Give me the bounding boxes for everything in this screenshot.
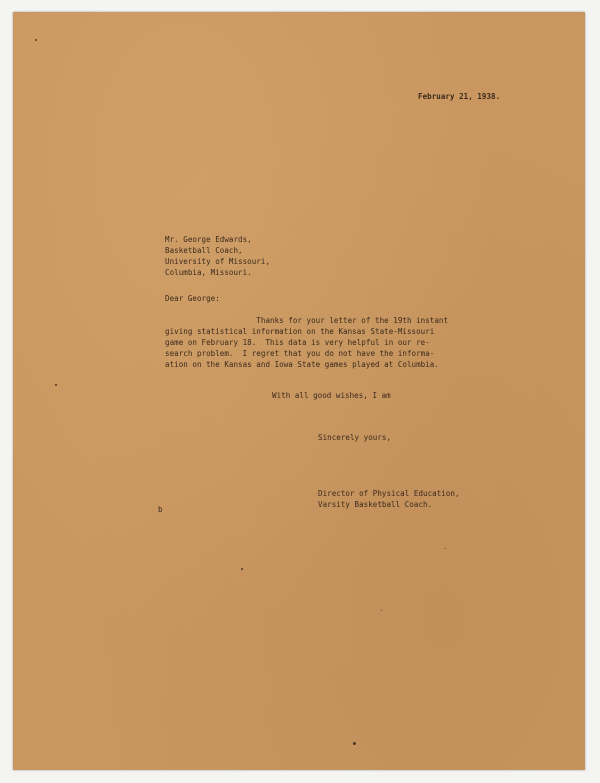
body-line: ation on the Kansas and Iowa State games played at Columbia. [165,360,439,369]
typist-initials: b [158,505,163,514]
paper-speck [55,384,57,386]
paper-speck [241,568,243,570]
paper-speck [35,39,37,41]
complimentary-close: Sincerely yours, [318,433,392,442]
letter-sheet [13,12,585,770]
body-line: game on February 18. This data is very helpful in our re- [165,338,430,347]
body-line: giving statistical information on the Kansas State-Missouri [165,327,435,336]
signature-line: Varsity Basketball Coach. [318,500,433,509]
body-line: Thanks for your letter of the 19th instant [165,316,449,325]
recipient-line: Basketball Coach, [165,246,243,255]
salutation: Dear George: [165,294,220,303]
paper-speck [381,610,382,611]
recipient-line: Mr. George Edwards, [165,235,252,244]
closing-line: With all good wishes, I am [272,391,391,400]
letter-body [165,315,448,370]
paper-speck [353,742,356,745]
signature-line: Director of Physical Education, [318,489,460,498]
paper-speck [445,548,446,549]
letter-date: February 21, 1938. [418,92,501,101]
recipient-line: University of Missouri, [165,257,271,266]
recipient-line: Columbia, Missouri. [165,268,252,277]
body-line: search problem. I regret that you do not have the informa- [165,349,435,358]
signature-block [318,488,460,510]
recipient-address [165,234,270,278]
